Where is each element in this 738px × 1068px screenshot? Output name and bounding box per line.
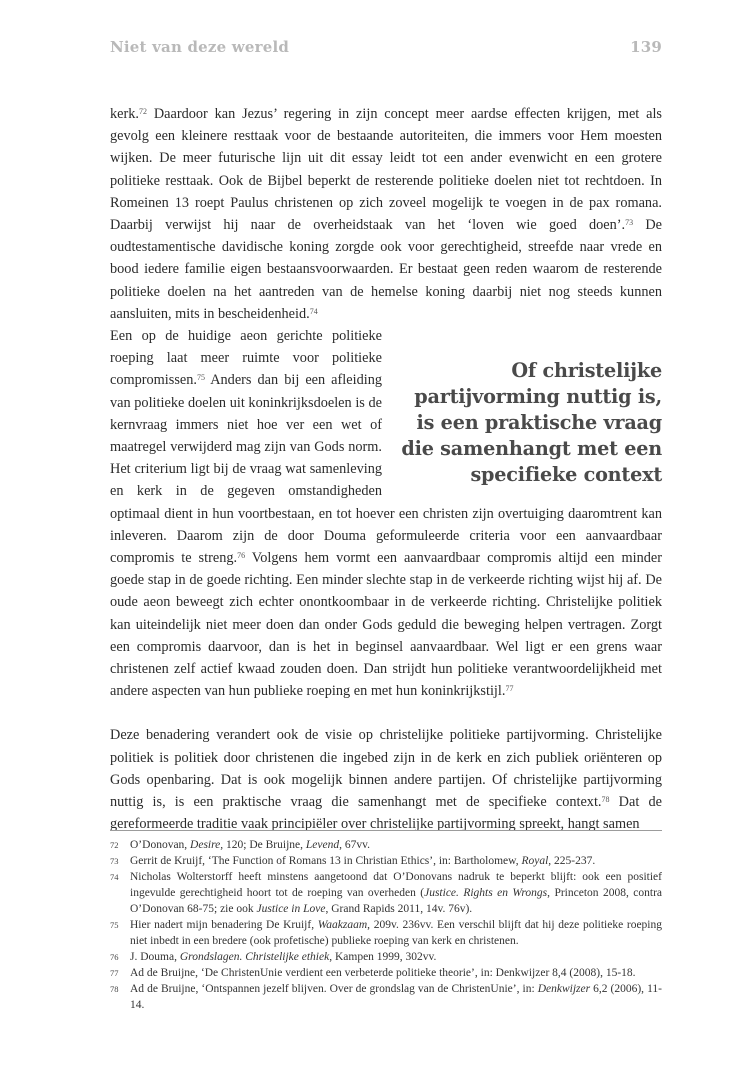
footnote-ref-73[interactable]: 73	[625, 218, 634, 228]
footnote-text: Ad de Bruijne, ‘Ontspannen jezelf blijven. Over de grondslag van de ChristenUnie’, in: Denkwijzer 6,2 (2006), 11-14.	[130, 983, 662, 1011]
footnote	[110, 965, 662, 981]
footnote-number: 73	[110, 856, 119, 866]
footnote-ref-78[interactable]: 78	[601, 795, 610, 805]
page-number: 139	[630, 38, 662, 56]
footnote-text: Nicholas Wolterstorff heeft minstens aangetoond dat O’Donovans nadruk te beperkt blijft: ook een positief ingevulde gerechtigheid hoort tot de roeping van overheden (Justice. Rights en Wrongs, Princeton 2008, contra O’Donovan 68-75; zie ook Justice in Love, Grand Rapids 2011, 14v. 76v).	[130, 871, 662, 915]
footnote-text: Gerrit de Kruijf, ‘The Function of Romans 13 in Christian Ethics’, in: Bartholomew, Royal, 225-237.	[130, 855, 596, 867]
pull-quote: Of christelijke partijvorming nuttig is, is een praktische vraag die samenhangt met een specifieke context	[401, 359, 662, 487]
footnote-number: 74	[110, 872, 119, 882]
footnote-number: 77	[110, 968, 119, 978]
footnote-number: 78	[110, 984, 119, 994]
footnotes	[110, 837, 662, 1013]
footnote	[110, 949, 662, 965]
footnote	[110, 853, 662, 869]
paragraph-3: Deze benadering verandert ook de visie op christelijke politieke partijvorming. Christelijke politiek is politiek door christenen die ingebed zijn in de kerk en zich publiek oriënteren op Gods openbaring. Dat is ook mogelijk binnen andere partijen. Of christelijke partijvorming nuttig is, is een praktische vraag die samenhangt met de specifieke context.$^{78}$ Dat de gereformeerde traditie vaak principiëler over christelijke partijvorming spreekt, hangt samen	[110, 727, 662, 833]
footnote	[110, 837, 662, 853]
paragraph-2: Een op de huidige aeon gerichte politieke roeping laat meer ruimte voor politieke compromissen.$^{75}$ Anders dan bij een afleiding van politieke doelen uit koninkrijksdoelen is de kernvraag immers niet hoe ver een wet of maatregel verwijderd mag zijn van Gods norm. Het criterium ligt bij de vraag wat samenleving en kerk in de gegeven omstandigheden optimaal dient in hun voortbestaan, en tot hoever een christen zijn overtuiging daaromtrent kan inleveren. Daarom zijn de door Douma geformuleerde criteria voor een aanvaardbaar compromis te streng.$^{76}$ Volgens hem vormt een aanvaardbaar compromis altijd een minder goede stap in de goede richting. Een minder slechte stap in de verkeerde richting wijst hij af. De oude aeon beweegt zich echter onontkoombaar in de verkeerde richting. Christelijke politiek kan uiteindelijk niet meer doen dan onder Gods geduld die beweging helpen vertragen. Zorgt een compromis daarvoor, dan is het in beginsel aanvaardbaar. Wel ligt er een grens waar christenen zelf actief kwaad zouden doen. Dan strijdt hun politieke verantwoordelijkheid met andere aspecten van hun publieke roeping en met hun koninkrijkstijl.$^{77}$	[110, 328, 662, 700]
footnote-number: 76	[110, 952, 119, 962]
footnote-text: O’Donovan, Desire, 120; De Bruijne, Levend, 67vv.	[130, 839, 370, 851]
paragraph-1: kerk.$^{72}$ Daardoor kan Jezus’ regering in zijn concept meer aardse effecten krijgen, met als gevolg een kleinere resttaak voor de bestaande autoriteiten, die immers voor Hem moesten wijken. De meer futurische lijn uit dit essay leidt tot een ander evenwicht en een grotere politieke resttaak. Ook de Bijbel beperkt de resterende politieke doelen niet tot rechtdoen. In Romeinen 13 roept Paulus christenen op zich zoveel mogelijk te voegen in de pax romana. Daarbij verwijst hij naar de overheidstaak van het ‘loven wie goed doen’.$^{73}$ De oudtestamentische davidische koning zorgde ook voor gerechtigheid, streefde naar vrede en bood iedere familie eigen bestaansvoorwaarden. Er bestaat geen reden waarom de resterende politieke doelen na het aantreden van de hemelse koning daarbij niet nog steeds kunnen aansluiten, mits in bescheidenheid.$^{74}$	[110, 106, 662, 322]
footnote-text: J. Douma, Grondslagen. Christelijke ethiek, Kampen 1999, 302vv.	[130, 951, 437, 963]
footnote-text: Hier nadert mijn benadering De Kruijf, Waakzaam, 209v. 236vv. Een verschil blijft dat hij deze politieke roeping niet inbedt in een bredere (ook profetische) publieke roeping van kerk en christenen.	[130, 919, 662, 947]
footnote-ref-72[interactable]: 72	[138, 107, 147, 116]
running-title: Niet van deze wereld	[110, 38, 290, 56]
footnote-ref-74[interactable]: 74	[309, 306, 318, 316]
footnote-ref-76[interactable]: 76	[237, 551, 246, 561]
footnote-text: Ad de Bruijne, ‘De ChristenUnie verdient een verbeterde politieke theorie’, in: Denkwijzer 8,4 (2008), 15-18.	[130, 967, 636, 979]
footnote-divider	[110, 830, 662, 831]
footnote-ref-75[interactable]: 75	[196, 373, 205, 383]
footnote-number: 75	[110, 920, 119, 930]
footnote-ref-77[interactable]: 77	[505, 684, 514, 694]
footnote-number: 72	[110, 840, 119, 850]
footnote	[110, 869, 662, 917]
body-text	[110, 103, 662, 836]
footnote	[110, 981, 662, 1013]
footnote	[110, 917, 662, 949]
